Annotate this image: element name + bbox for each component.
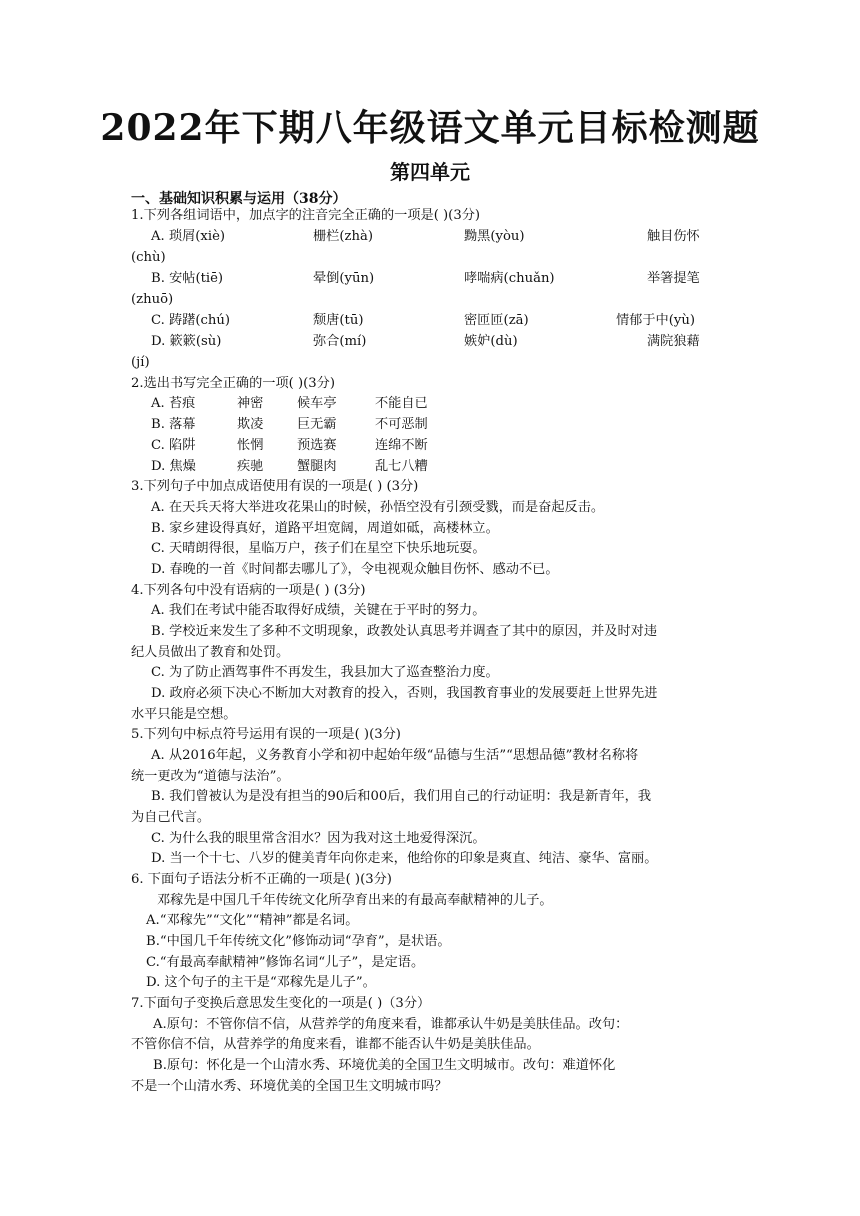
q2-d-4: 乱七八糟 [375,459,428,474]
section-heading: 一、基础知识积累与运用（38分） [131,191,347,207]
q4-option-d-line2: 水平只能是空想。 [131,707,237,722]
question-6-stem: 6. 下面句子语法分析不正确的一项是( )(3分) [131,872,392,887]
question-3-stem: 3.下列句子中加点成语使用有误的一项是( ) (3分) [131,479,419,494]
question-1-stem: 1.下列各组词语中，加点字的注音完全正确的一项是( )(3分) [131,208,481,223]
q2-d-3: 蟹腿肉 [297,459,337,474]
q6-sentence: 邓稼先是中国几千年传统文化所孕育出来的有最高奉献精神的儿子。 [157,893,553,908]
q2-a-2: 神密 [237,396,264,411]
q2-b-1: B. 落幕 [151,417,196,432]
q7-option-b-line1: B.原句：怀化是一个山清水秀、环境优美的全国卫生文明城市。改句：难道怀化 [153,1058,616,1073]
q1-d-wrap: (jí) [131,355,150,370]
q1-b-1: B. 安帖(tiē) [151,271,224,286]
q7-option-a-line1: A.原句：不管你信不信，从营养学的角度来看，谁都承认牛奶是美肤佳品。改句： [153,1017,629,1032]
q3-option-d: D. 春晚的一首《时间都去哪儿了》，令电视观众触目伤怀、感动不已。 [151,562,559,577]
q3-option-b: B. 家乡建设得真好，道路平坦宽阔，周道如砥，高楼林立。 [151,521,499,536]
question-2-stem: 2.选出书写完全正确的一项( )(3分) [131,376,335,391]
q1-c-2: 颓唐(tū) [313,313,364,328]
q6-option-d: D. 这个句子的主干是“邓稼先是儿子”。 [146,975,376,990]
q1-a-wrap: (chù) [131,250,166,265]
q2-b-3: 巨无霸 [297,417,337,432]
q2-b-2: 欺凌 [237,417,264,432]
q4-option-d-line1: D. 政府必须下决心不断加大对教育的投入，否则，我国教育事业的发展要赶上世界先进 [151,686,658,701]
q1-d-2: 弥合(mí) [313,334,367,349]
q2-b-4: 不可恶制 [375,417,428,432]
q1-a-3: 黝黑(yòu) [464,229,525,244]
q2-a-1: A. 苔痕 [151,396,196,411]
q3-option-c: C. 天晴朗得很，星临万户，孩子们在星空下快乐地玩耍。 [151,541,486,556]
q1-a-4: 触目伤怀 [647,229,700,244]
q5-option-d: D. 当一个十七、八岁的健美青年向你走来，他给你的印象是爽直、纯洁、豪华、富丽。 [151,851,658,866]
q1-b-wrap: (zhuō) [131,292,174,307]
q1-b-2: 晕倒(yūn) [313,271,375,286]
q6-option-a: A.“邓稼先”“文化”“精神”都是名词。 [146,913,359,928]
question-7-stem: 7.下面句子变换后意思发生变化的一项是( )（3分） [131,996,431,1011]
q1-c-1: C. 踌躇(chú) [151,313,231,328]
q6-option-b: B.“中国几千年传统文化”修饰动词“孕育”，是状语。 [146,934,451,949]
q1-d-4: 满院狼藉 [647,334,700,349]
q2-c-2: 怅惘 [237,438,264,453]
q4-option-c: C. 为了防止酒驾事件不再发生，我县加大了巡查整治力度。 [151,665,499,680]
q4-option-b-line2: 纪人员做出了教育和处罚。 [131,645,290,660]
q5-option-a-line2: 统一更改为“道德与法治”。 [131,769,290,784]
q1-b-4: 举箸提笔 [647,271,700,286]
q1-b-3: 哮喘病(chuǎn) [464,271,555,286]
q2-c-4: 连绵不断 [375,438,428,453]
question-5-stem: 5.下列句中标点符号运用有误的一项是( )(3分) [131,727,401,742]
exam-title: 2022年下期八年级语文单元目标检测题 [100,107,760,149]
q1-c-4: 情郁于中(yù) [616,313,695,328]
q1-a-1: A. 琐屑(xiè) [151,229,226,244]
q4-option-a: A. 我们在考试中能否取得好成绩，关键在于平时的努力。 [151,603,486,618]
q4-option-b-line1: B. 学校近来发生了多种不文明现象，政教处认真思考并调查了其中的原因，并及时对违 [151,624,658,639]
q3-option-a: A. 在天兵天将大举进攻花果山的时候，孙悟空没有引颈受戮，而是奋起反击。 [151,500,605,515]
q5-option-c: C. 为什么我的眼里常含泪水？因为我对这土地爱得深沉。 [151,831,486,846]
q2-d-1: D. 焦燥 [151,459,196,474]
q2-c-3: 预选赛 [297,438,337,453]
q5-option-b-line2: 为自己代言。 [131,810,211,825]
q6-option-c: C.“有最高奉献精神”修饰名词“儿子”，是定语。 [146,955,425,970]
q2-d-2: 疾驰 [237,459,264,474]
q1-c-3: 密匝匝(zā) [464,313,529,328]
q1-d-3: 嫉妒(dù) [464,334,518,349]
question-4-stem: 4.下列各句中没有语病的一项是( ) (3分) [131,583,366,598]
q2-a-4: 不能自已 [375,396,428,411]
q5-option-a-line1: A. 从2016年起，义务教育小学和初中起始年级“品德与生活”“思想品德”教材名称将 [151,748,639,763]
q7-option-b-line2: 不是一个山清水秀、环境优美的全国卫生文明城市吗？ [131,1079,448,1094]
q5-option-b-line1: B. 我们曾被认为是没有担当的90后和00后，我们用自己的行动证明：我是新青年，我 [151,789,652,804]
q1-a-2: 栅栏(zhà) [313,229,373,244]
q1-d-1: D. 簌簌(sù) [151,334,222,349]
q2-a-3: 候车亭 [297,396,337,411]
q2-c-1: C. 陷阱 [151,438,196,453]
unit-subtitle: 第四单元 [390,160,470,184]
q7-option-a-line2: 不管你信不信，从营养学的角度来看，谁都不能否认牛奶是美肤佳品。 [131,1037,540,1052]
